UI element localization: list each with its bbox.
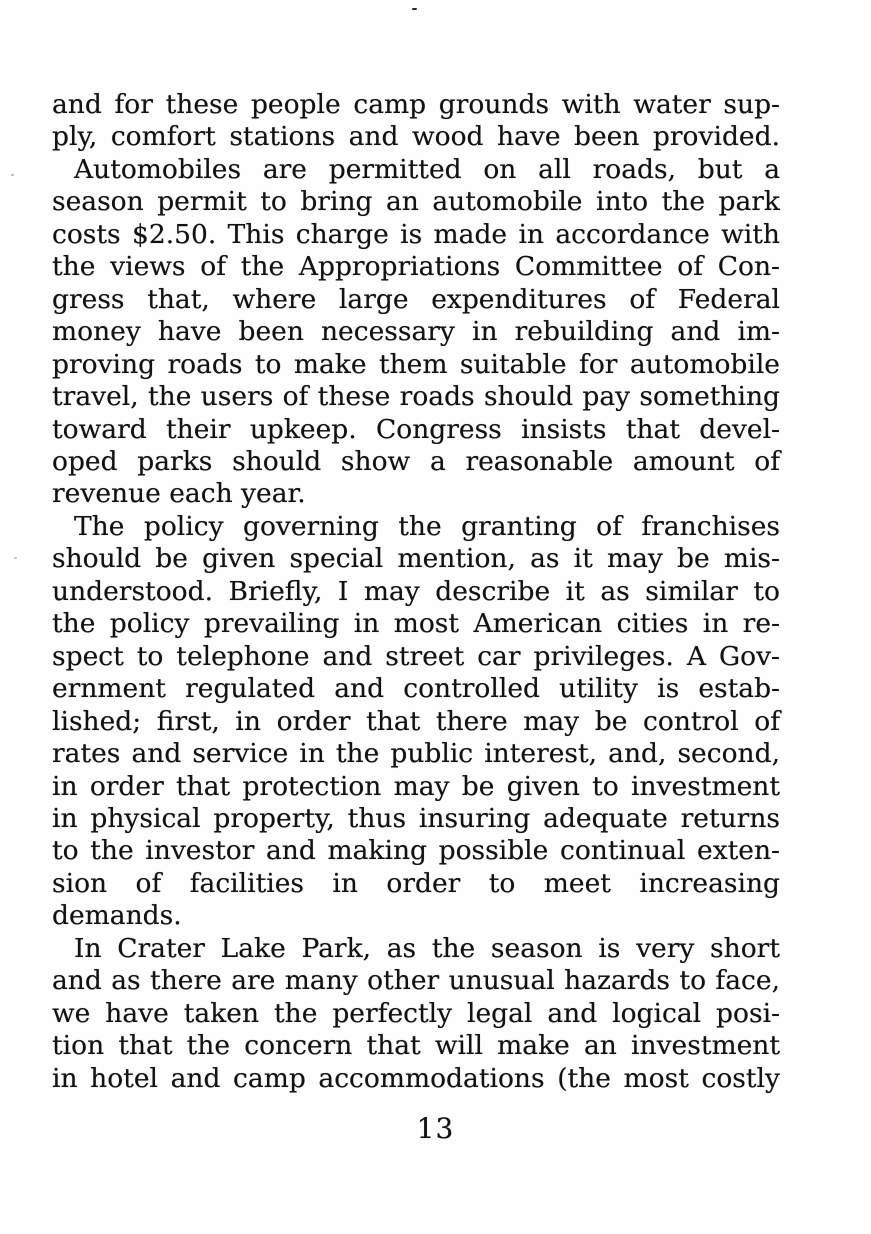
text-line: toward their upkeep. Congress insists that devel- bbox=[52, 413, 780, 445]
text-line: and as there are many other unusual hazards to face, bbox=[52, 965, 780, 997]
page-number: 13 bbox=[416, 1112, 455, 1145]
text-line: and for these people camp grounds with water sup- bbox=[52, 89, 780, 120]
text-line: sion of facilities in order to meet increasing bbox=[52, 867, 780, 899]
text-line: ernment regulated and controlled utility is estab- bbox=[52, 673, 780, 705]
text-line: should be given special mention, as it may be mis- bbox=[52, 543, 780, 575]
scan-speck bbox=[412, 8, 417, 10]
text-line: tion that the concern that will make an investment bbox=[52, 1030, 780, 1062]
text-line: gress that, where large expenditures of Federal bbox=[52, 283, 780, 315]
text-line: costs $2.50. This charge is made in accordance with bbox=[52, 218, 780, 250]
text-line: in hotel and camp accommodations (the most costly bbox=[52, 1062, 780, 1094]
paragraph bbox=[52, 511, 780, 933]
text-line: lished; first, in order that there may be control of bbox=[52, 705, 780, 737]
text-line: in physical property, thus insuring adequate returns bbox=[52, 802, 780, 834]
text-line: oped parks should show a reasonable amount of bbox=[52, 445, 780, 477]
text-line: spect to telephone and street car privileges. A Gov- bbox=[52, 640, 780, 672]
scan-speck bbox=[14, 557, 17, 559]
paragraph bbox=[52, 933, 780, 1095]
text-line: rates and service in the public interest, and, second, bbox=[52, 738, 780, 770]
text-line: understood. Briefly, I may describe it as similar to bbox=[52, 575, 780, 607]
text-line: in order that protection may be given to investment bbox=[52, 770, 780, 802]
text-line: season permit to bring an automobile into the park bbox=[52, 186, 780, 218]
text-line: Automobiles are permitted on all roads, but a bbox=[74, 153, 780, 185]
text-line: we have taken the perfectly legal and logical posi- bbox=[52, 997, 780, 1029]
paragraph bbox=[52, 154, 780, 511]
paragraph bbox=[52, 89, 780, 154]
text-block bbox=[52, 89, 780, 1095]
text-line: money have been necessary in rebuilding and im- bbox=[52, 316, 780, 348]
text-line: revenue each year. bbox=[52, 478, 306, 510]
text-line: ply, comfort stations and wood have been provided. bbox=[52, 121, 780, 153]
text-line: the policy prevailing in most American cities in re- bbox=[52, 608, 780, 640]
text-line: to the investor and making possible continual exten- bbox=[52, 835, 780, 867]
text-line: demands. bbox=[52, 900, 182, 932]
text-line: The policy governing the granting of franchises bbox=[74, 510, 780, 542]
scan-speck bbox=[11, 174, 14, 176]
text-line: travel, the users of these roads should pay something bbox=[52, 381, 780, 413]
text-line: the views of the Appropriations Committee of Con- bbox=[52, 251, 780, 283]
text-line: proving roads to make them suitable for automobile bbox=[52, 348, 780, 380]
text-line: In Crater Lake Park, as the season is very short bbox=[74, 932, 780, 964]
